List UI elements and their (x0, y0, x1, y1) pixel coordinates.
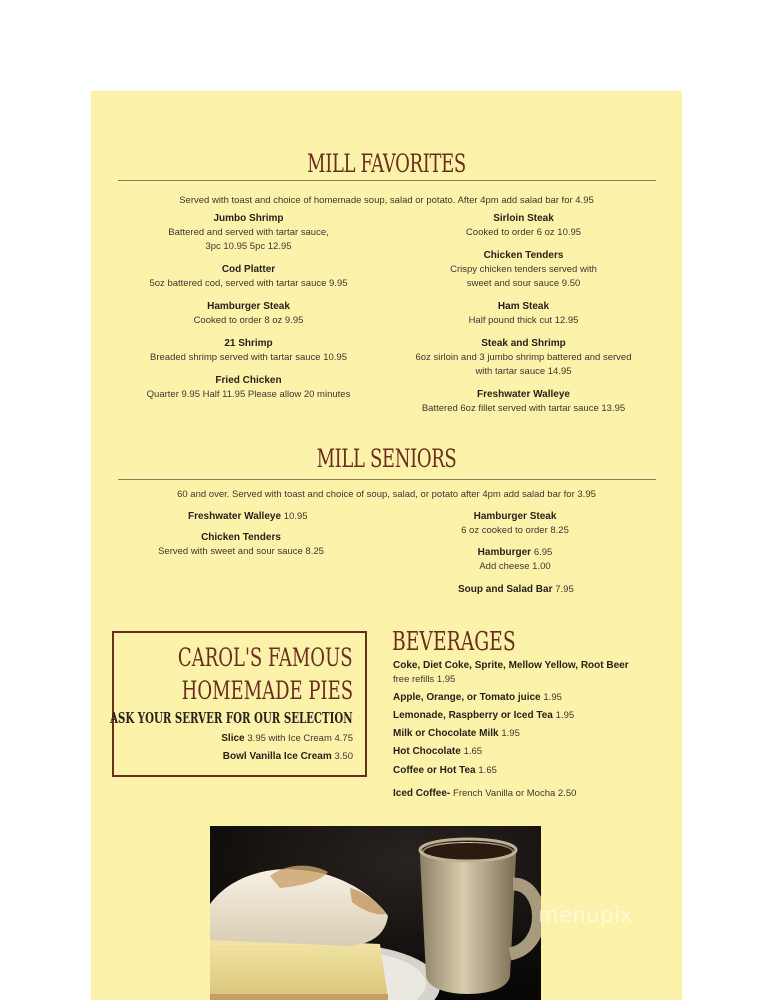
seniors-title: MILL SENIORS (316, 444, 457, 473)
pie-filling-shape (210, 936, 388, 1000)
menu-page (91, 91, 682, 1000)
item-price: 1.65 (478, 765, 497, 776)
pies-subtitle: ASK YOUR SERVER FOR OUR SELECTION (110, 709, 353, 727)
pie-slice (221, 733, 353, 744)
item-name: Chicken Tenders (483, 250, 564, 261)
menupix-watermark: menupix (538, 903, 634, 927)
item-name: Soup and Salad Bar (458, 584, 553, 595)
item-21-shrimp (111, 337, 386, 365)
senior-soup-salad-bar (458, 584, 574, 595)
pie-and-coffee-photo (210, 826, 541, 1000)
item-name: 21 Shrimp (224, 338, 273, 349)
item-desc: Cooked to order 6 oz 10.95 (465, 227, 582, 238)
item-name: Steak and Shrimp (481, 338, 566, 349)
item-desc: Served with sweet and sour sauce 8.25 (158, 546, 324, 557)
item-name: Hamburger (477, 547, 532, 558)
item-name: Slice (221, 733, 245, 744)
item-price: 1.95 (501, 728, 520, 739)
item-desc: Cooked to order 8 oz 9.95 (193, 315, 304, 326)
item-desc: Quarter 9.95 Half 11.95 Please allow 20 minutes (146, 389, 351, 400)
item-hamburger-steak (111, 300, 386, 328)
pies-title-line-1: CAROL'S FAMOUS (178, 643, 353, 672)
pie-crust-shape (210, 994, 388, 1000)
beverage-item (393, 660, 629, 671)
item-desc: Battered 6oz fillet served with tartar sauce 13.95 (421, 403, 626, 414)
item-name: Milk or Chocolate Milk (393, 728, 499, 739)
item-name: Ham Steak (497, 301, 550, 312)
favorites-note: Served with toast and choice of homemade soup, salad or potato. After 4pm add salad bar for 4.95 (179, 195, 594, 206)
item-price: 10.95 (283, 511, 308, 522)
item-desc: Battered and served with tartar sauce, (168, 227, 329, 238)
item-name: Bowl Vanilla Ice Cream (222, 751, 332, 762)
item-desc: Half pound thick cut 12.95 (468, 315, 579, 326)
item-price: French Vanilla or Mocha 2.50 (453, 788, 577, 799)
beverage-item (393, 692, 562, 703)
item-sirloin-steak (396, 212, 651, 240)
item-freshwater-walleye (396, 388, 651, 416)
item-fried-chicken (111, 374, 386, 402)
item-name: Coke, Diet Coke, Sprite, Mellow Yellow, Root Beer (393, 660, 629, 671)
senior-hamburger (426, 546, 604, 574)
pies-title-line-2: HOMEMADE PIES (181, 676, 353, 705)
item-jumbo-shrimp (111, 212, 386, 254)
item-price: 1.95 (555, 710, 575, 721)
item-desc: with tartar sauce 14.95 (475, 366, 572, 377)
pies-box (112, 631, 367, 777)
item-price: 7.95 (555, 584, 574, 595)
item-desc: 6 oz cooked to order 8.25 (461, 525, 569, 536)
item-name: Lemonade, Raspberry or Iced Tea (393, 710, 553, 721)
item-price: free refills 1.95 (393, 674, 456, 685)
seniors-note: 60 and over. Served with toast and choice of soup, salad, or potato after 4pm add salad bar for 3.95 (177, 489, 596, 500)
senior-walleye (188, 511, 308, 522)
item-price: 1.95 (543, 692, 562, 703)
item-price: 6.95 (533, 547, 553, 558)
pie-coffee-illustration (210, 826, 541, 1000)
item-name: Chicken Tenders (201, 532, 281, 543)
seniors-divider (118, 479, 656, 480)
item-price: 3.50 (334, 751, 353, 762)
beverage-item (393, 710, 574, 721)
beverage-item (393, 674, 455, 685)
item-name: Hamburger Steak (473, 511, 557, 522)
item-name: Coffee or Hot Tea (393, 765, 476, 776)
beverages-title: BEVERAGES (392, 627, 516, 657)
item-name: Hamburger Steak (207, 301, 290, 312)
item-desc: Breaded shrimp served with tartar sauce 10.95 (150, 352, 347, 363)
item-name: Jumbo Shrimp (213, 213, 284, 224)
item-ham-steak (396, 300, 651, 328)
item-name: Hot Chocolate (393, 746, 461, 757)
item-desc: 3pc 10.95 5pc 12.95 (205, 241, 292, 252)
item-name: Freshwater Walleye (476, 389, 570, 400)
item-name: Cod Platter (221, 264, 276, 275)
mug-body-shape (420, 842, 516, 994)
beverage-item (393, 746, 482, 757)
item-desc: 6oz sirloin and 3 jumbo shrimp battered and served (415, 352, 632, 363)
item-name-line (426, 546, 604, 560)
favorites-divider (118, 180, 656, 181)
item-name: Iced Coffee- (393, 788, 451, 799)
senior-hamburger-steak (426, 510, 604, 538)
item-name: Freshwater Walleye (188, 511, 282, 522)
beverage-item (393, 765, 497, 776)
item-price: 3.95 with Ice Cream 4.75 (247, 733, 353, 744)
item-desc: sweet and sour sauce 9.50 (466, 278, 581, 289)
favorites-title: MILL FAVORITES (307, 149, 466, 178)
item-name: Sirloin Steak (493, 213, 554, 224)
pie-bowl-ice-cream (223, 751, 353, 762)
item-name: Apple, Orange, or Tomato juice (393, 692, 541, 703)
item-name: Fried Chicken (215, 375, 282, 386)
item-steak-and-shrimp (396, 337, 651, 379)
item-cod-platter (111, 263, 386, 291)
item-desc: Add cheese 1.00 (479, 561, 551, 572)
beverage-item (393, 788, 576, 799)
senior-chicken-tenders (136, 531, 346, 559)
item-chicken-tenders (396, 249, 651, 291)
item-desc: Crispy chicken tenders served with (450, 264, 597, 275)
item-price: 1.65 (463, 746, 483, 757)
item-desc: 5oz battered cod, served with tartar sauce 9.95 (149, 278, 348, 289)
beverage-item (393, 728, 520, 739)
